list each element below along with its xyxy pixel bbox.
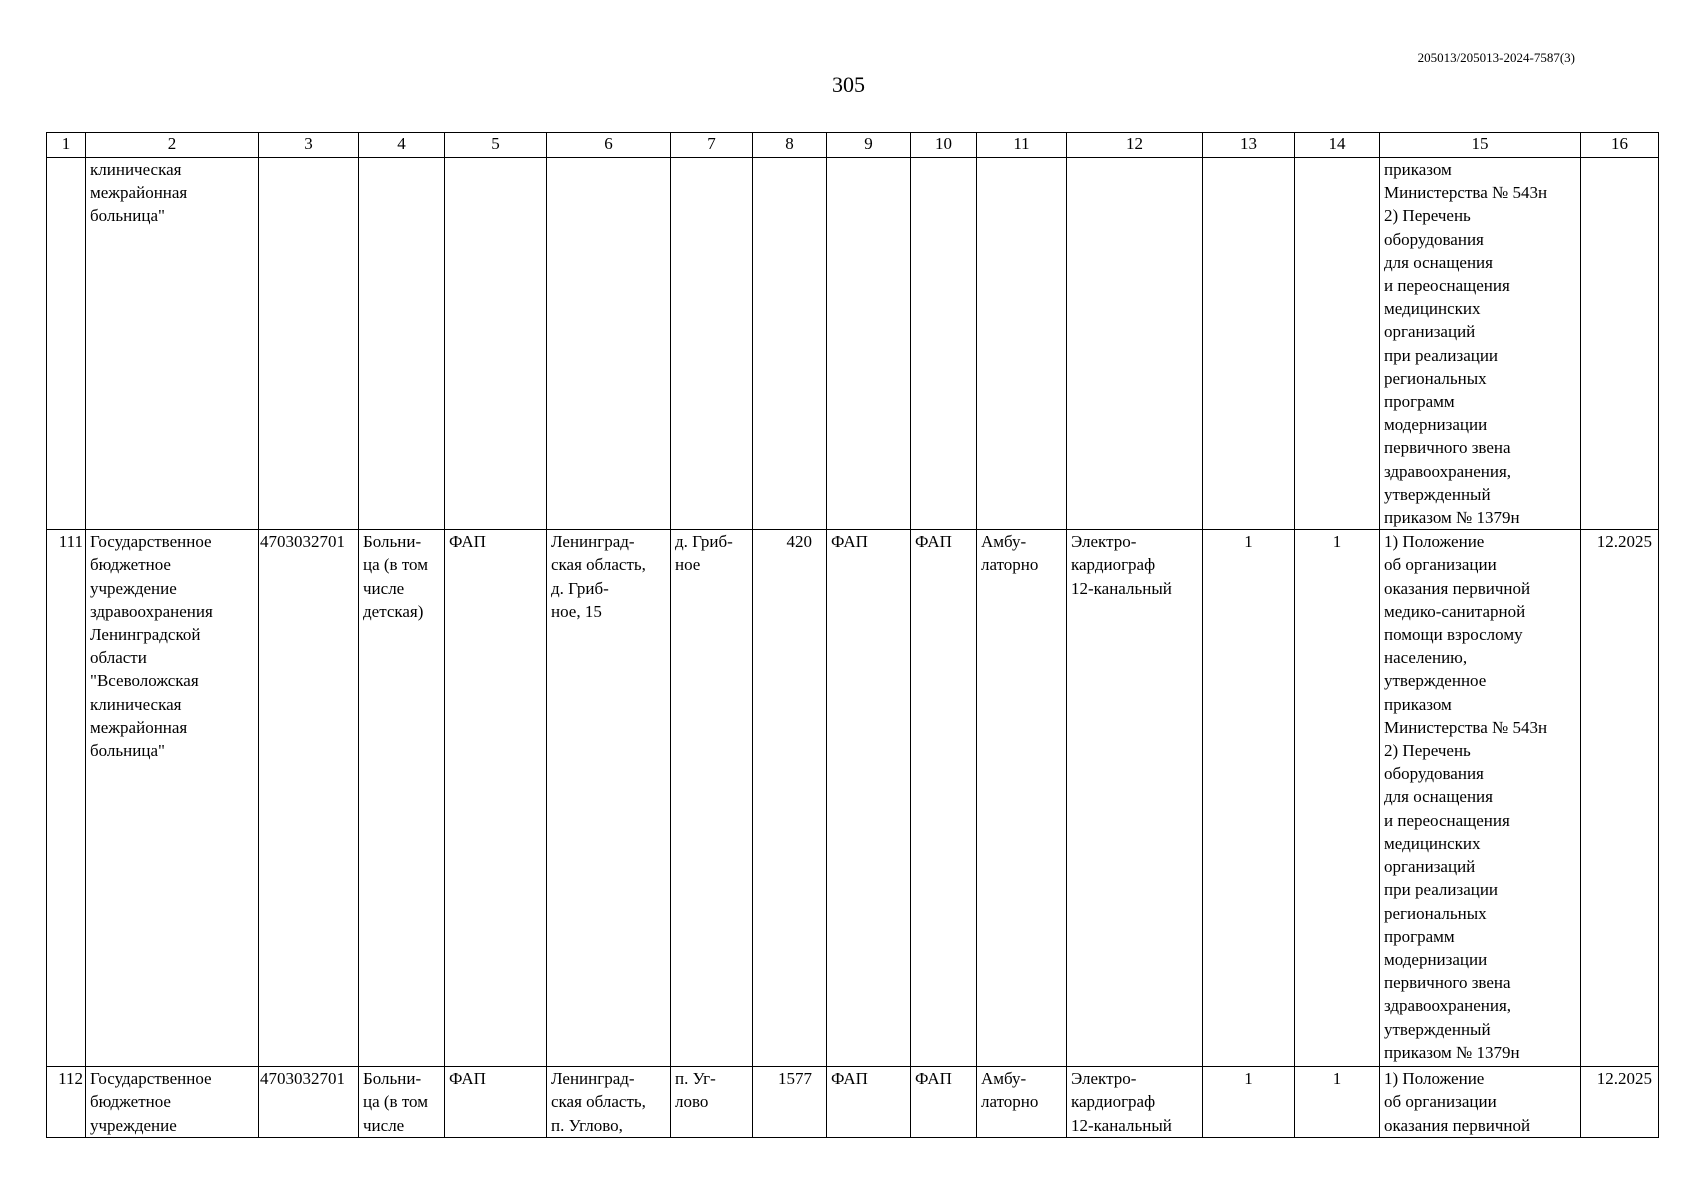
- page-number: 305: [832, 72, 865, 97]
- facility-type-cell: Больни- ца (в том числе детская): [359, 530, 445, 1067]
- row-number-cell: 111: [47, 530, 86, 1067]
- legal-basis-cell: 1) Положение об организации оказания первичной медико-санитарной помощи взрослому населению, утвержденное приказом Министерства № 543н 2) Перечень оборудования для оснащения и переоснащения медицинских организаций при реализации региональных программ модернизации первичного звена здравоохранения, утвержденный приказом № 1379н: [1380, 530, 1581, 1067]
- date-cell: [1581, 158, 1659, 530]
- quantity-cell: 1: [1295, 1067, 1380, 1138]
- care-conditions-cell: [977, 158, 1067, 530]
- locality-cell: [671, 158, 753, 530]
- institution-name-cell: Государственное бюджетное учреждение: [86, 1067, 259, 1138]
- column-header: 2: [86, 133, 259, 158]
- population-cell: [753, 158, 827, 530]
- col9-cell: ФАП: [827, 1067, 911, 1138]
- inn-cell: [259, 158, 359, 530]
- unit-type-cell: ФАП: [445, 530, 547, 1067]
- unit-type-cell: ФАП: [445, 1067, 547, 1138]
- quantity-cell: [1295, 158, 1380, 530]
- row-number-cell: [47, 158, 86, 530]
- column-header: 5: [445, 133, 547, 158]
- column-header: 13: [1203, 133, 1295, 158]
- unit-type-cell: [445, 158, 547, 530]
- facility-type-cell: [359, 158, 445, 530]
- locality-cell: п. Уг- лово: [671, 1067, 753, 1138]
- col10-cell: ФАП: [911, 1067, 977, 1138]
- column-header: 9: [827, 133, 911, 158]
- address-cell: Ленинград- ская область, д. Гриб- ное, 15: [547, 530, 671, 1067]
- quantity-cell: 1: [1295, 530, 1380, 1067]
- quantity-cell: [1203, 158, 1295, 530]
- column-header: 12: [1067, 133, 1203, 158]
- column-header: 11: [977, 133, 1067, 158]
- legal-basis-cell: приказом Министерства № 543н 2) Перечень оборудования для оснащения и переоснащения медицинских организаций при реализации региональных программ модернизации первичного звена здравоохранения, утвержденный приказом № 1379н: [1380, 158, 1581, 530]
- population-cell: 420: [753, 530, 827, 1067]
- table-row: [47, 158, 1659, 530]
- date-cell: 12.2025: [1581, 1067, 1659, 1138]
- date-cell: 12.2025: [1581, 530, 1659, 1067]
- column-header: 4: [359, 133, 445, 158]
- inn-cell: 4703032701: [259, 1067, 359, 1138]
- column-header: 7: [671, 133, 753, 158]
- table-row: [47, 530, 1659, 1067]
- col9-cell: ФАП: [827, 530, 911, 1067]
- facility-type-cell: Больни- ца (в том числе: [359, 1067, 445, 1138]
- column-header: 6: [547, 133, 671, 158]
- care-conditions-cell: Амбу- латорно: [977, 530, 1067, 1067]
- column-header: 3: [259, 133, 359, 158]
- col10-cell: [911, 158, 977, 530]
- locality-cell: д. Гриб- ное: [671, 530, 753, 1067]
- equipment-cell: Электро- кардиограф 12-канальный: [1067, 530, 1203, 1067]
- column-header: 14: [1295, 133, 1380, 158]
- row-number-cell: 112: [47, 1067, 86, 1138]
- column-header: 8: [753, 133, 827, 158]
- header-row: [47, 133, 1659, 158]
- quantity-cell: 1: [1203, 530, 1295, 1067]
- column-header: 1: [47, 133, 86, 158]
- equipment-cell: Электро- кардиограф 12-канальный: [1067, 1067, 1203, 1138]
- quantity-cell: 1: [1203, 1067, 1295, 1138]
- institution-name-cell: Государственное бюджетное учреждение здравоохранения Ленинградской области "Всеволожская клиническая межрайонная больница": [86, 530, 259, 1067]
- legal-basis-cell: 1) Положение об организации оказания первичной: [1380, 1067, 1581, 1138]
- document-id: 205013/205013-2024-7587(3): [1417, 50, 1575, 65]
- column-header: 15: [1380, 133, 1581, 158]
- data-table: [46, 132, 1659, 1138]
- column-header: 16: [1581, 133, 1659, 158]
- col10-cell: ФАП: [911, 530, 977, 1067]
- column-header: 10: [911, 133, 977, 158]
- address-cell: Ленинград- ская область, п. Углово,: [547, 1067, 671, 1138]
- equipment-cell: [1067, 158, 1203, 530]
- institution-name-cell: клиническая межрайонная больница": [86, 158, 259, 530]
- address-cell: [547, 158, 671, 530]
- population-cell: 1577: [753, 1067, 827, 1138]
- care-conditions-cell: Амбу- латорно: [977, 1067, 1067, 1138]
- col9-cell: [827, 158, 911, 530]
- table-row: [47, 1067, 1659, 1138]
- inn-cell: 4703032701: [259, 530, 359, 1067]
